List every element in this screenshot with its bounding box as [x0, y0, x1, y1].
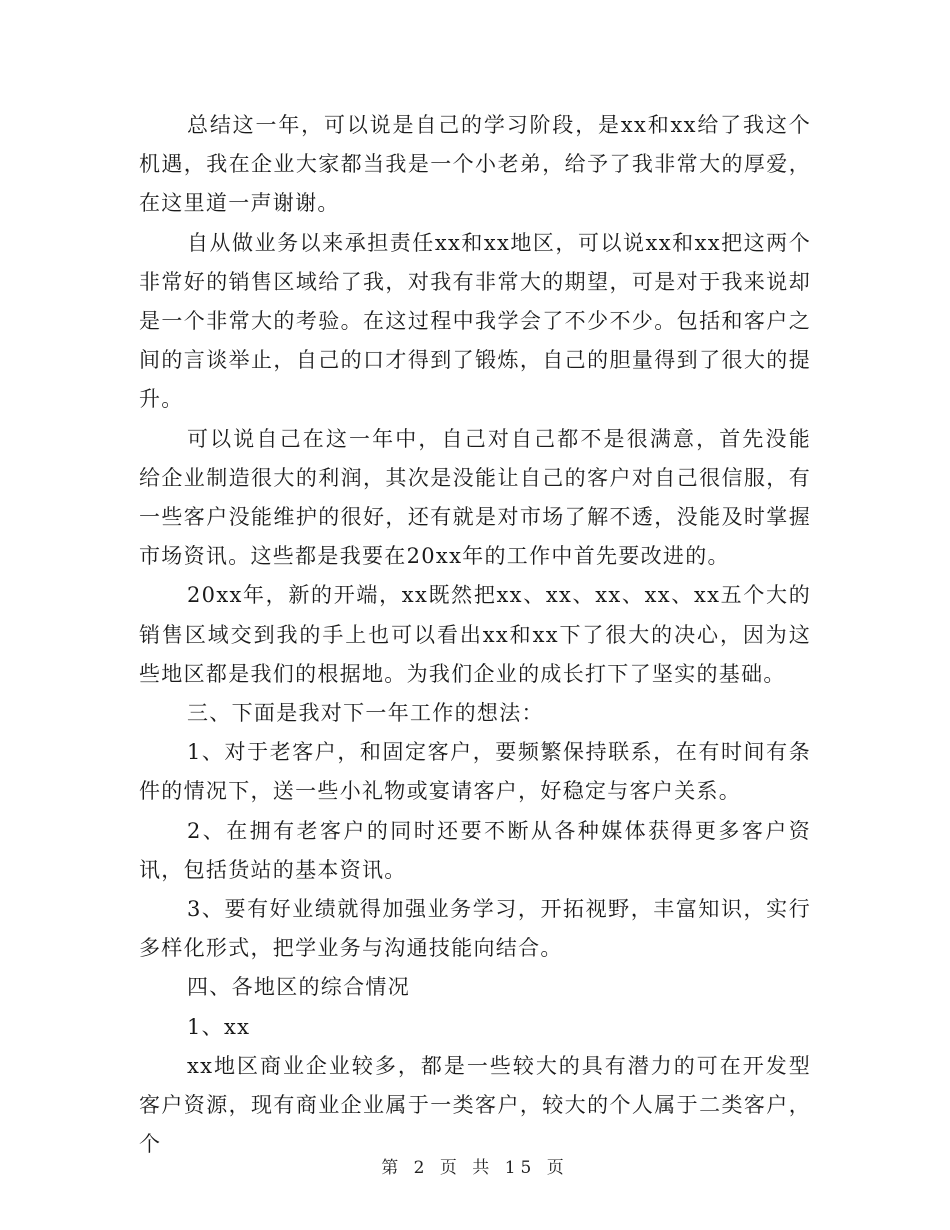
- page-number-footer: 第 2 页 共 15 页: [381, 1158, 569, 1178]
- paragraph-5: xx地区商业企业较多，都是一些较大的具有潜力的可在开发型客户资源，现有商业企业属于一类客户，较大的个人属于二类客户，个: [139, 1053, 811, 1157]
- paragraph-4: 20xx年，新的开端，xx既然把xx、xx、xx、xx、xx五个大的销售区域交到我的手上也可以看出xx和xx下了很大的决心，因为这些地区都是我们的根据地。为我们企业的成长打下了坚实的基础。: [139, 583, 811, 686]
- document-body: [139, 106, 811, 1164]
- section-heading-3: 三、下面是我对下一年工作的想法：: [187, 701, 544, 726]
- list-item-3: 3、要有好业绩就得加强业务学习，开拓视野，丰富知识，实行多样化形式，把学业务与沟通技能向结合。: [139, 897, 811, 961]
- paragraph-3: 可以说自己在这一年中，自己对自己都不是很满意，首先没能给企业制造很大的利润，其次是没能让自己的客户对自己很信服，有一些客户没能维护的很好，还有就是对市场了解不透，没能及时掌握市场资讯。这些都是我要在20xx年的工作中首先要改进的。: [139, 426, 811, 569]
- paragraph-1: 总结这一年，可以说是自己的学习阶段，是xx和xx给了我这个机遇，我在企业大家都当我是一个小老弟，给予了我非常大的厚爱，在这里道一声谢谢。: [139, 113, 811, 216]
- section-heading-4: 四、各地区的综合情况: [187, 975, 410, 1000]
- list-item-1: 1、对于老客户，和固定客户，要频繁保持联系，在有时间有条件的情况下，送一些小礼物或宴请客户，好稳定与客户关系。: [139, 740, 811, 804]
- subheading-1: 1、xx: [187, 1014, 251, 1039]
- list-item-2: 2、在拥有老客户的同时还要不断从各种媒体获得更多客户资讯，包括货站的基本资讯。: [139, 818, 811, 882]
- paragraph-2: 自从做业务以来承担责任xx和xx地区，可以说xx和xx把这两个非常好的销售区域给了我，对我有非常大的期望，可是对于我来说却是一个非常大的考验。在这过程中我学会了不少不少。包括和客户之间的言谈举止，自己的口才得到了锻炼，自己的胆量得到了很大的提升。: [139, 230, 811, 412]
